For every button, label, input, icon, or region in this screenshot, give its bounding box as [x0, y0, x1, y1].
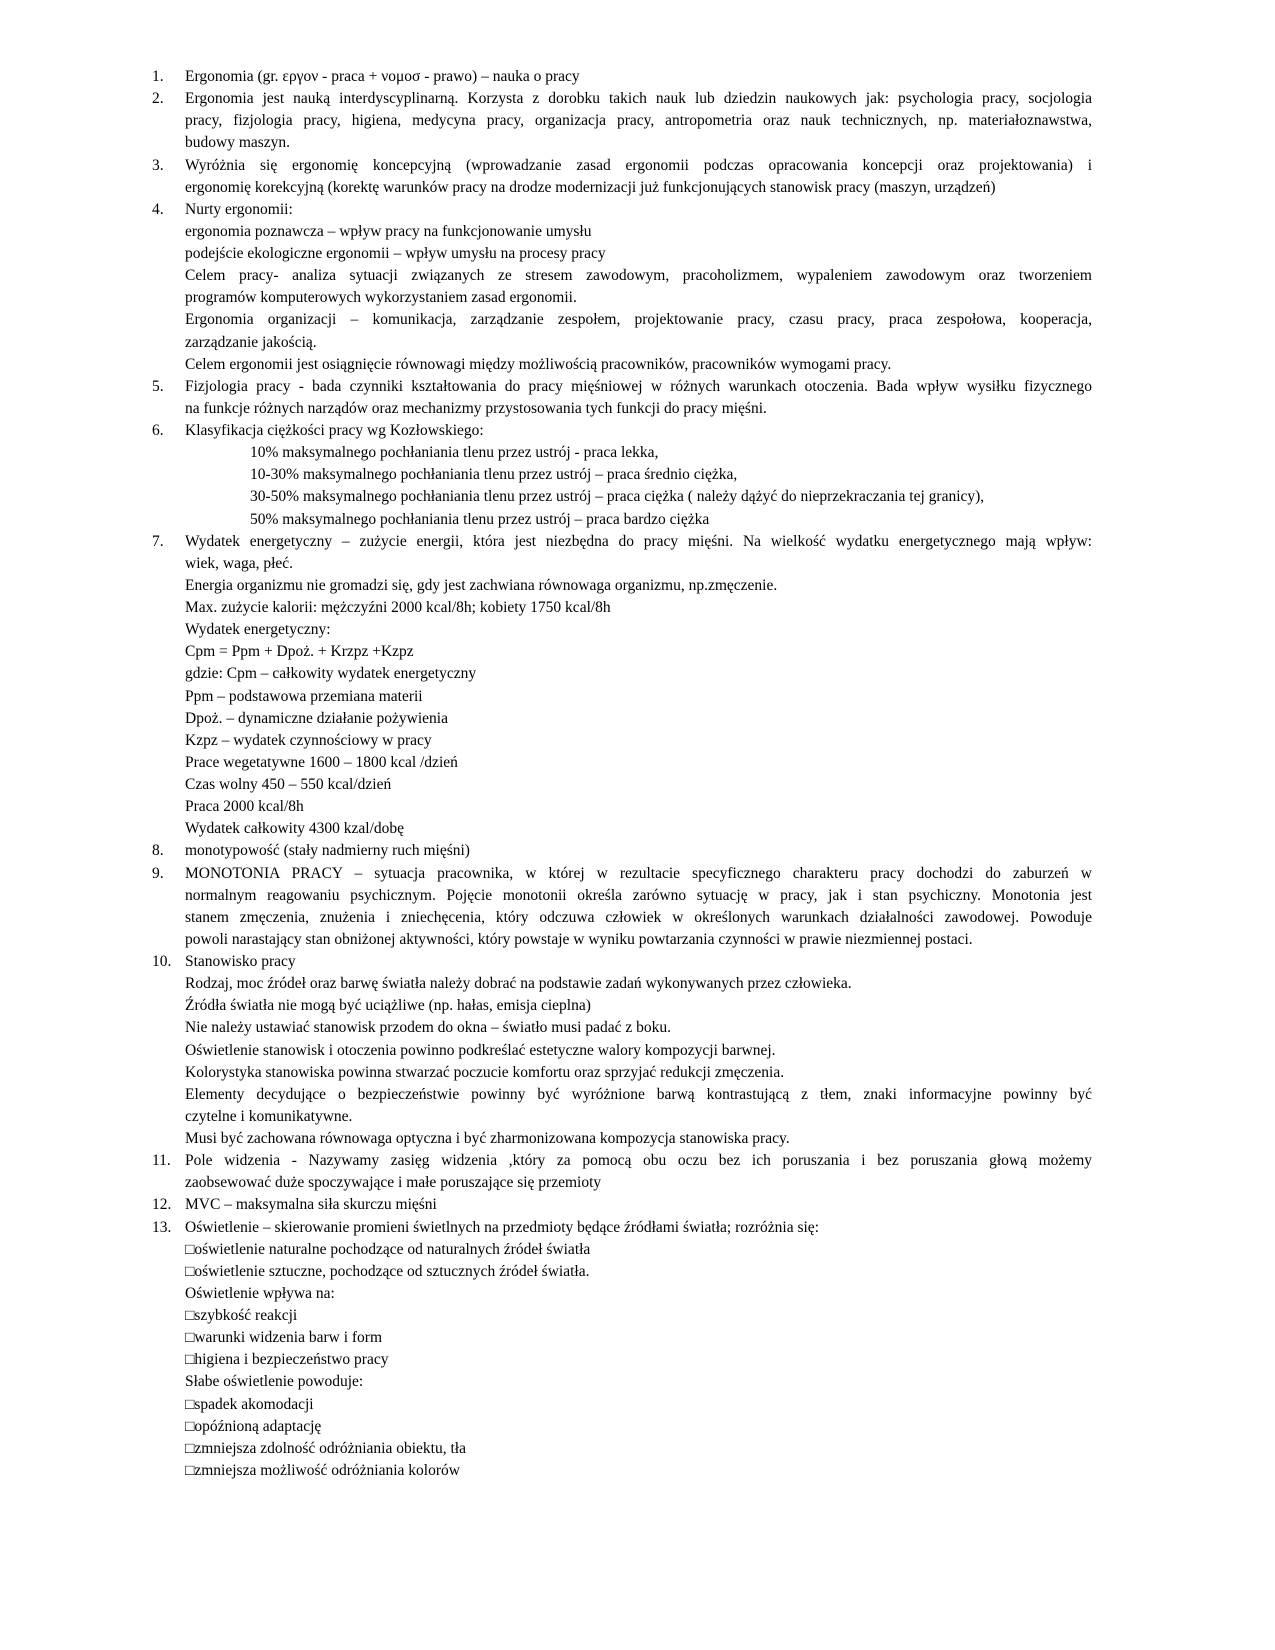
list-item-number: 12.: [152, 1196, 172, 1214]
text-line: Musi być zachowana równowaga optyczna i być zharmonizowana kompozycja stanowiska pracy.: [185, 1130, 790, 1147]
list-item-number: 10.: [152, 953, 172, 970]
list-item-number: 1.: [152, 68, 164, 85]
text-line: □zmniejsza możliwość odróżniania kolorów: [185, 1461, 460, 1479]
text-line: □oświetlenie naturalne pochodzące od naturalnych źródeł światła: [185, 1240, 591, 1258]
text-line: 10-30% maksymalnego pochłaniania tlenu przez ustrój – praca średnio ciężka,: [250, 466, 738, 484]
text-line: Ergonomia organizacji – komunikacja, zarządzanie zespołem, projektowanie pracy, czasu pracy, praca zespołowa, kooperacja,: [185, 311, 1092, 329]
text-line: stanem zmęczenia, znużenia i zniechęcenia, który odczuwa człowiek w określonych warunkach działalności zawodowej. Powoduje: [185, 908, 1092, 926]
text-line: MONOTONIA PRACY – sytuacja pracownika, w której w rezultacie specyficznego charakteru pracy dochodzi do zaburzeń w: [185, 864, 1092, 882]
text-line: gdzie: Cpm – całkowity wydatek energetyczny: [185, 665, 477, 683]
text-line: zaobsewować duże spoczywające i małe poruszające się przemioty: [185, 1174, 602, 1192]
document-page: [0, 66, 1275, 1482]
text-line: □warunki widzenia barw i form: [185, 1329, 383, 1347]
text-line: Wydatek energetyczny – zużycie energii, która jest niezbędna do pracy mięśni. Na wielkość wydatku energetycznego mają wpływ:: [185, 532, 1092, 550]
list-item: [0, 155, 1275, 199]
list-item-number: 4.: [152, 200, 164, 218]
text-line: 10% maksymalnego pochłaniania tlenu przez ustrój - praca lekka,: [250, 444, 659, 462]
text-line: Energia organizmu nie gromadzi się, gdy jest zachwiana równowaga organizmu, np.zmęczenie.: [185, 576, 778, 594]
text-line: Dpoż. – dynamiczne działanie pożywienia: [185, 709, 448, 727]
text-line: Oświetlenie – skierowanie promieni świetlnych na przedmioty będące źródłami światła; rozróżnia się:: [185, 1218, 819, 1236]
text-line: Oświetlenie stanowisk i otoczenia powinno podkreślać estetyczne walory kompozycji barwnej.: [185, 1041, 776, 1059]
text-line: □opóźnioną adaptację: [185, 1417, 322, 1435]
list-item: [0, 376, 1275, 420]
list-item: [0, 420, 1275, 531]
list-item: [0, 951, 1275, 1150]
text-line: zarządzanie jakością.: [185, 333, 317, 351]
list-item-number: 6.: [152, 422, 164, 439]
text-line: Kolorystyka stanowiska powinna stwarzać poczucie komfortu oraz sprzyjać redukcji zmęczenia.: [185, 1063, 785, 1081]
text-line: ergonomia poznawcza – wpływ pracy na funkcjonowanie umysłu: [185, 222, 592, 240]
text-line: na funkcje różnych narządów oraz mechanizmy przystosowania tych funkcji do pracy mięśni.: [185, 399, 767, 417]
text-line: Praca 2000 kcal/8h: [185, 798, 304, 816]
text-line: Ppm – podstawowa przemiana materii: [185, 687, 423, 705]
list-item-number: 13.: [152, 1218, 172, 1236]
text-line: □oświetlenie sztuczne, pochodzące od sztucznych źródeł światła.: [185, 1262, 590, 1280]
text-line: Wydatek energetyczny:: [185, 621, 331, 639]
text-line: Pole widzenia - Nazywamy zasięg widzenia ,który za pomocą obu oczu bez ich poruszania i bez poruszania głową możemy: [185, 1152, 1092, 1170]
text-line: Wyróżnia się ergonomię koncepcyjną (wprowadzanie zasad ergonomii podczas opracowania koncepcji oraz projektowania) i: [185, 156, 1092, 174]
text-line: 30-50% maksymalnego pochłaniania tlenu przez ustrój – praca ciężka ( należy dążyć do nieprzekraczania tej granicy),: [250, 488, 985, 506]
list-item: [0, 863, 1275, 952]
text-line: ergonomię korekcyjną (korektę warunków pracy na drodze modernizacji już funkcjonujących stanowisk pracy (maszyn, urządzeń): [185, 178, 996, 196]
text-line: pracy, fizjologia pracy, higiena, medycyna pracy, organizacja pracy, antropometria oraz nauk technicznych, np. materiałoznawstwa,: [185, 112, 1092, 130]
text-line: Oświetlenie wpływa na:: [185, 1284, 335, 1302]
text-line: Klasyfikacja ciężkości pracy wg Kozłowskiego:: [185, 422, 484, 439]
text-line: □spadek akomodacji: [185, 1395, 314, 1413]
text-line: Nurty ergonomii:: [185, 200, 293, 218]
list-item-number: 9.: [152, 864, 164, 882]
list-item: [0, 199, 1275, 376]
list-item-number: 11.: [152, 1152, 171, 1170]
text-line: MVC – maksymalna siła skurczu mięśni: [185, 1196, 437, 1214]
text-line: Fizjologia pracy - bada czynniki kształtowania do pracy mięśniowej w różnych warunkach otoczenia. Bada wpływ wysiłku fizycznego: [185, 377, 1092, 395]
text-line: Wydatek całkowity 4300 kzal/dobę: [185, 820, 405, 838]
list-item: [0, 840, 1275, 862]
text-line: 50% maksymalnego pochłaniania tlenu przez ustrój – praca bardzo ciężka: [250, 510, 710, 528]
list-item: [0, 531, 1275, 841]
list-item: [0, 1150, 1275, 1194]
text-line: Celem pracy- analiza sytuacji związanych ze stresem zawodowym, pracoholizmem, wypaleniem zawodowym oraz tworzeniem: [185, 267, 1092, 285]
list-item: [0, 1217, 1275, 1483]
list-item-number: 2.: [152, 90, 164, 108]
text-line: Rodzaj, moc źródeł oraz barwę światła należy dobrać na podstawie zadań wykonywanych przez człowieka.: [185, 975, 852, 993]
text-line: Cpm = Ppm + Dpoż. + Krzpz +Kzpz: [185, 643, 414, 661]
list-item-number: 8.: [152, 842, 164, 860]
list-item-number: 3.: [152, 156, 164, 174]
list-item: [0, 88, 1275, 154]
text-line: □higiena i bezpieczeństwo pracy: [185, 1351, 389, 1369]
text-line: Ergonomia (gr. εργον - praca + νομοσ - prawo) – nauka o pracy: [185, 68, 580, 85]
list-item-number: 5.: [152, 377, 164, 395]
text-line: programów komputerowych wykorzystaniem zasad ergonomii.: [185, 289, 577, 307]
text-line: czytelne i komunikatywne.: [185, 1107, 353, 1125]
text-line: Max. zużycie kalorii: mężczyźni 2000 kcal/8h; kobiety 1750 kcal/8h: [185, 599, 611, 616]
text-line: Stanowisko pracy: [185, 953, 296, 970]
text-line: □zmniejsza zdolność odróżniania obiektu, tła: [185, 1439, 466, 1457]
text-line: Źródła światła nie mogą być uciążliwe (np. hałas, emisja cieplna): [185, 997, 591, 1015]
list-item-number: 7.: [152, 532, 164, 550]
text-line: Nie należy ustawiać stanowisk przodem do okna – światło musi padać z boku.: [185, 1019, 671, 1037]
text-line: Czas wolny 450 – 550 kcal/dzień: [185, 776, 392, 793]
list-item: [0, 1194, 1275, 1216]
text-line: Celem ergonomii jest osiągnięcie równowagi między możliwością pracowników, pracowników wymogami pracy.: [185, 355, 892, 373]
list-item: [0, 66, 1275, 88]
text-line: Elementy decydujące o bezpieczeństwie powinny być wyróżnione barwą kontrastującą z tłem, znaki informacyjne powinny być: [185, 1085, 1092, 1103]
text-line: Prace wegetatywne 1600 – 1800 kcal /dzień: [185, 753, 458, 771]
text-line: Kzpz – wydatek czynnościowy w pracy: [185, 731, 432, 749]
text-line: podejście ekologiczne ergonomii – wpływ umysłu na procesy pracy: [185, 245, 606, 262]
text-line: powoli narastający stan obniżonej aktywności, który powstaje w wyniku powtarzania czynności w prawie niezmiennej postaci.: [185, 930, 973, 948]
text-line: wiek, waga, płeć.: [185, 554, 294, 572]
text-line: budowy maszyn.: [185, 134, 291, 152]
text-line: Słabe oświetlenie powoduje:: [185, 1373, 364, 1391]
text-line: normalnym reagowaniu psychicznym. Pojęcie monotonii określa zarówno sytuację w pracy, jak i stan psychiczny. Monotonia jest: [185, 886, 1092, 904]
text-line: Ergonomia jest nauką interdyscyplinarną. Korzysta z dorobku takich nauk lub dziedzin naukowych jak: psychologia pracy, socjologia: [185, 90, 1092, 108]
text-line: monotypowość (stały nadmierny ruch mięśni): [185, 842, 470, 860]
text-line: □szybkość reakcji: [185, 1307, 298, 1324]
